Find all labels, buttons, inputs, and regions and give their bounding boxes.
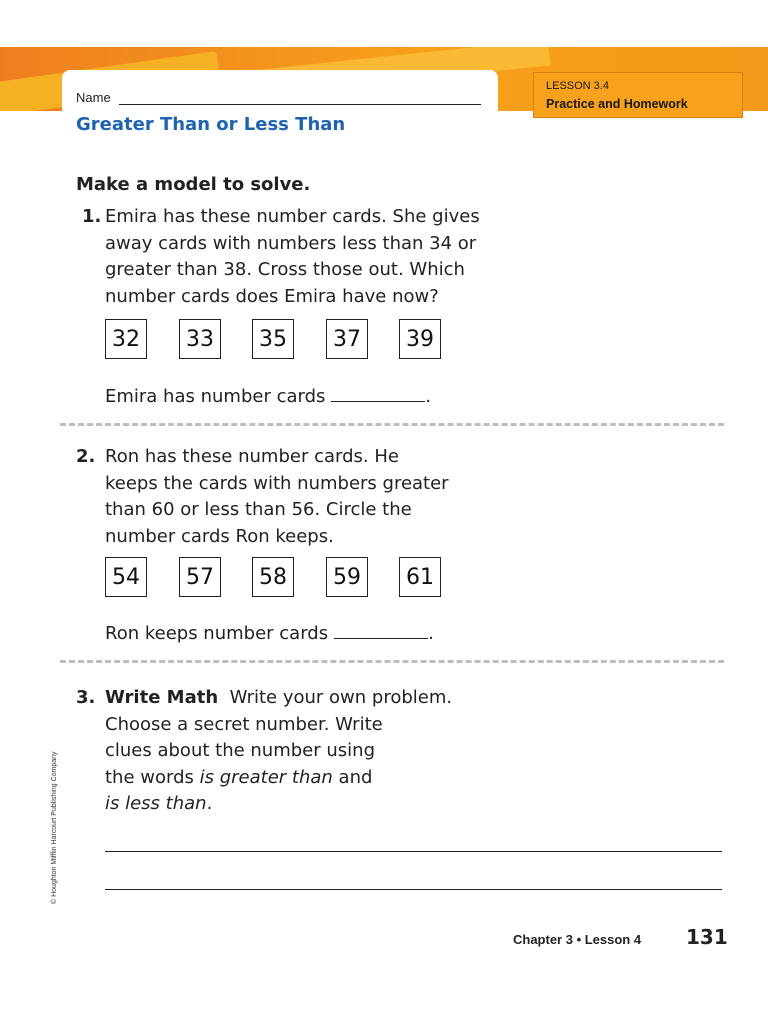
number-card[interactable]: 59 [326,557,368,597]
problem-3-line: is less than. [105,793,213,814]
problem-2-line: keeps the cards with numbers greater [105,472,449,494]
problem-2-line: number cards Ron keeps. [105,525,334,547]
answer-blank[interactable] [331,387,425,402]
problem-3-number: 3. [76,687,96,708]
problem-3-line: the words is greater than and [105,766,373,788]
problem-1-answer: Emira has number cards . [105,386,432,407]
name-field[interactable] [119,104,481,105]
problem-1-line: number cards does Emira have now? [105,285,439,307]
footer-chapter-lesson: Chapter 3 • Lesson 4 [513,932,642,947]
number-card[interactable]: 54 [105,557,147,597]
problem-3-line: Write your own problem. [229,687,453,708]
number-card[interactable]: 39 [399,319,441,359]
problem-1-number: 1. [82,206,102,227]
lesson-badge [533,72,743,118]
instructions: Make a model to solve. [76,174,311,195]
number-card[interactable]: 61 [399,557,441,597]
answer-blank[interactable] [334,624,428,639]
number-card[interactable]: 33 [179,319,221,359]
problem-1-line: Emira has these number cards. She gives [105,206,480,227]
problem-2-line: than 60 or less than 56. Circle the [105,499,412,520]
problem-2-answer: Ron keeps number cards . [105,623,434,644]
writing-line[interactable] [105,851,722,852]
number-card[interactable]: 58 [252,557,294,597]
problem-2-text [105,444,545,550]
page-title: Greater Than or Less Than [76,114,346,135]
number-card[interactable]: 32 [105,319,147,359]
writing-line[interactable] [105,889,722,890]
section-divider [60,423,724,426]
lesson-number: LESSON 3.4 [546,80,609,92]
problem-2-line: Ron has these number cards. He [105,446,399,467]
copyright-notice: © Houghton Mifflin Harcourt Publishing Company [51,751,58,904]
number-card[interactable]: 35 [252,319,294,359]
page-number: 131 [686,925,728,949]
name-label: Name [76,90,111,105]
number-card[interactable]: 37 [326,319,368,359]
problem-1-line: greater than 38. Cross those out. Which [105,259,465,280]
problem-3-line: clues about the number using [105,740,375,761]
write-math-label: Write Math [105,687,219,708]
problem-2-number: 2. [76,446,96,467]
problem-1-text [105,204,545,310]
lesson-subtitle: Practice and Homework [546,97,688,111]
problem-1-line: away cards with numbers less than 34 or [105,232,477,254]
section-divider [60,660,724,663]
number-card[interactable]: 57 [179,557,221,597]
problem-3-line: Choose a secret number. Write [105,713,383,735]
problem-3-text [105,685,565,818]
